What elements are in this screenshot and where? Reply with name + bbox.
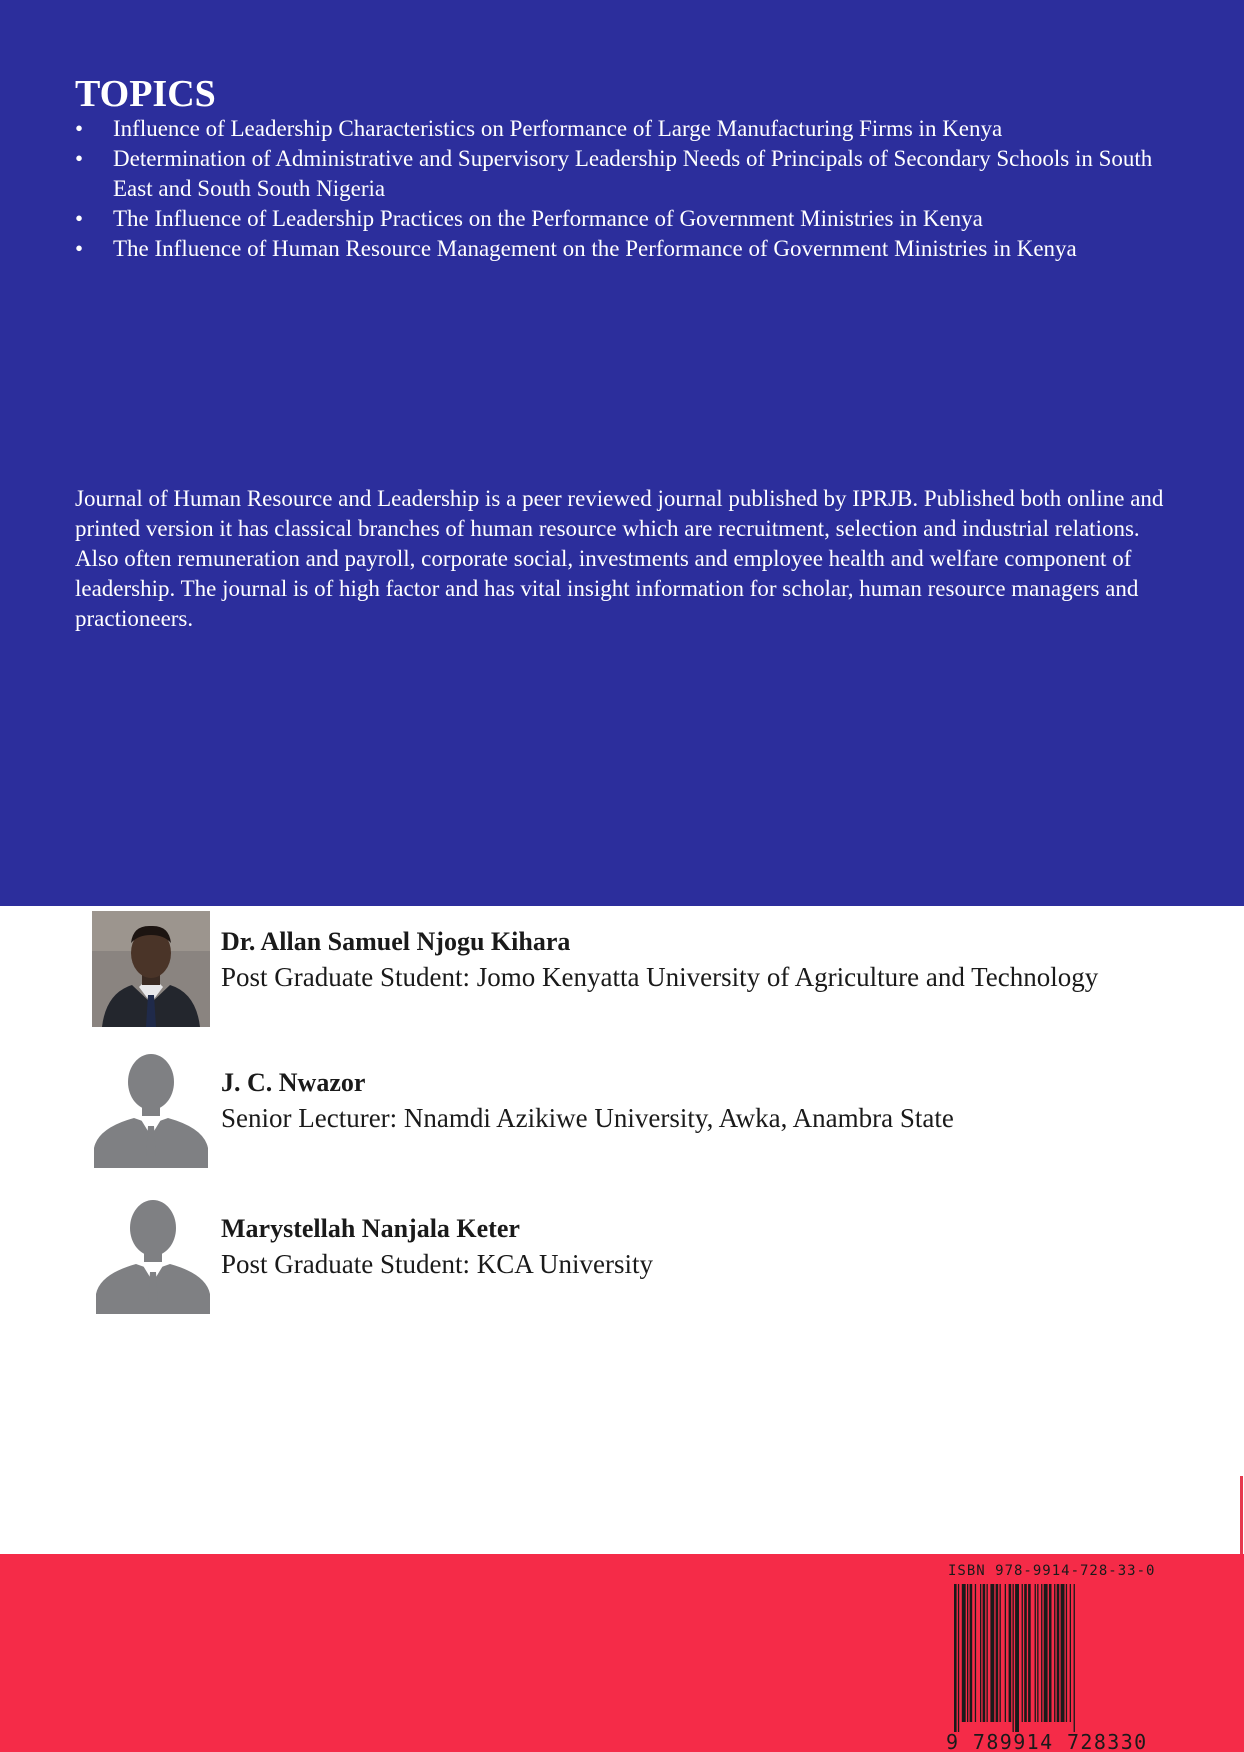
bullet-icon: • <box>75 206 84 231</box>
author-card <box>92 911 1192 1031</box>
topic-text: Influence of Leadership Characteristics on Performance of Large Manufacturing Firms in Kenya <box>113 116 1003 141</box>
portrait-photo <box>92 911 210 1027</box>
barcode-digits: 9 789914 728330 <box>946 1730 1148 1752</box>
topic-text: The Influence of Human Resource Management on the Performance of Government Ministries in Kenya <box>113 236 1077 261</box>
journal-description: Journal of Human Resource and Leadership is a peer reviewed journal published by IPRJB. Published both online and printed version it has classical branches of human resource which are recruitment, selection and industrial relations. Also often remuneration and payroll, corporate social, investments and employee health and welfare component of leadership. The journal is of high factor and has vital insight information for scholar, human resource managers and practioneers. <box>75 486 1164 631</box>
silhouette-icon <box>92 1052 210 1168</box>
author-name: Marystellah Nanjala Keter <box>221 1214 520 1243</box>
isbn-barcode <box>946 1584 1156 1732</box>
topic-item <box>75 114 1195 144</box>
topic-item <box>75 234 1195 264</box>
bullet-icon: • <box>75 116 84 141</box>
bullet-icon: • <box>75 146 84 171</box>
author-name: Dr. Allan Samuel Njogu Kihara <box>221 927 571 956</box>
topic-text: The Influence of Leadership Practices on the Performance of Government Ministries in Kenya <box>113 206 983 231</box>
edge-line <box>1240 1476 1243 1554</box>
silhouette-icon <box>92 1198 210 1314</box>
topic-text: Determination of Administrative and Supervisory Leadership Needs of Principals of Secondary Schools in South East and South South Nigeria <box>113 146 1153 201</box>
topics-list <box>75 114 1195 264</box>
author-role: Post Graduate Student: Jomo Kenyatta University of Agriculture and Technology <box>221 962 1099 992</box>
author-name: J. C. Nwazor <box>221 1068 366 1097</box>
bullet-icon: • <box>75 236 84 261</box>
author-role: Senior Lecturer: Nnamdi Azikiwe University, Awka, Anambra State <box>221 1103 954 1133</box>
author-role: Post Graduate Student: KCA University <box>221 1249 653 1279</box>
isbn-label: ISBN 978-9914-728-33-0 <box>948 1563 1156 1579</box>
topics-heading: TOPICS <box>75 73 216 115</box>
author-card <box>92 1198 1192 1318</box>
topic-item <box>75 204 1195 234</box>
author-card <box>92 1052 1192 1172</box>
topic-item <box>75 144 1195 204</box>
